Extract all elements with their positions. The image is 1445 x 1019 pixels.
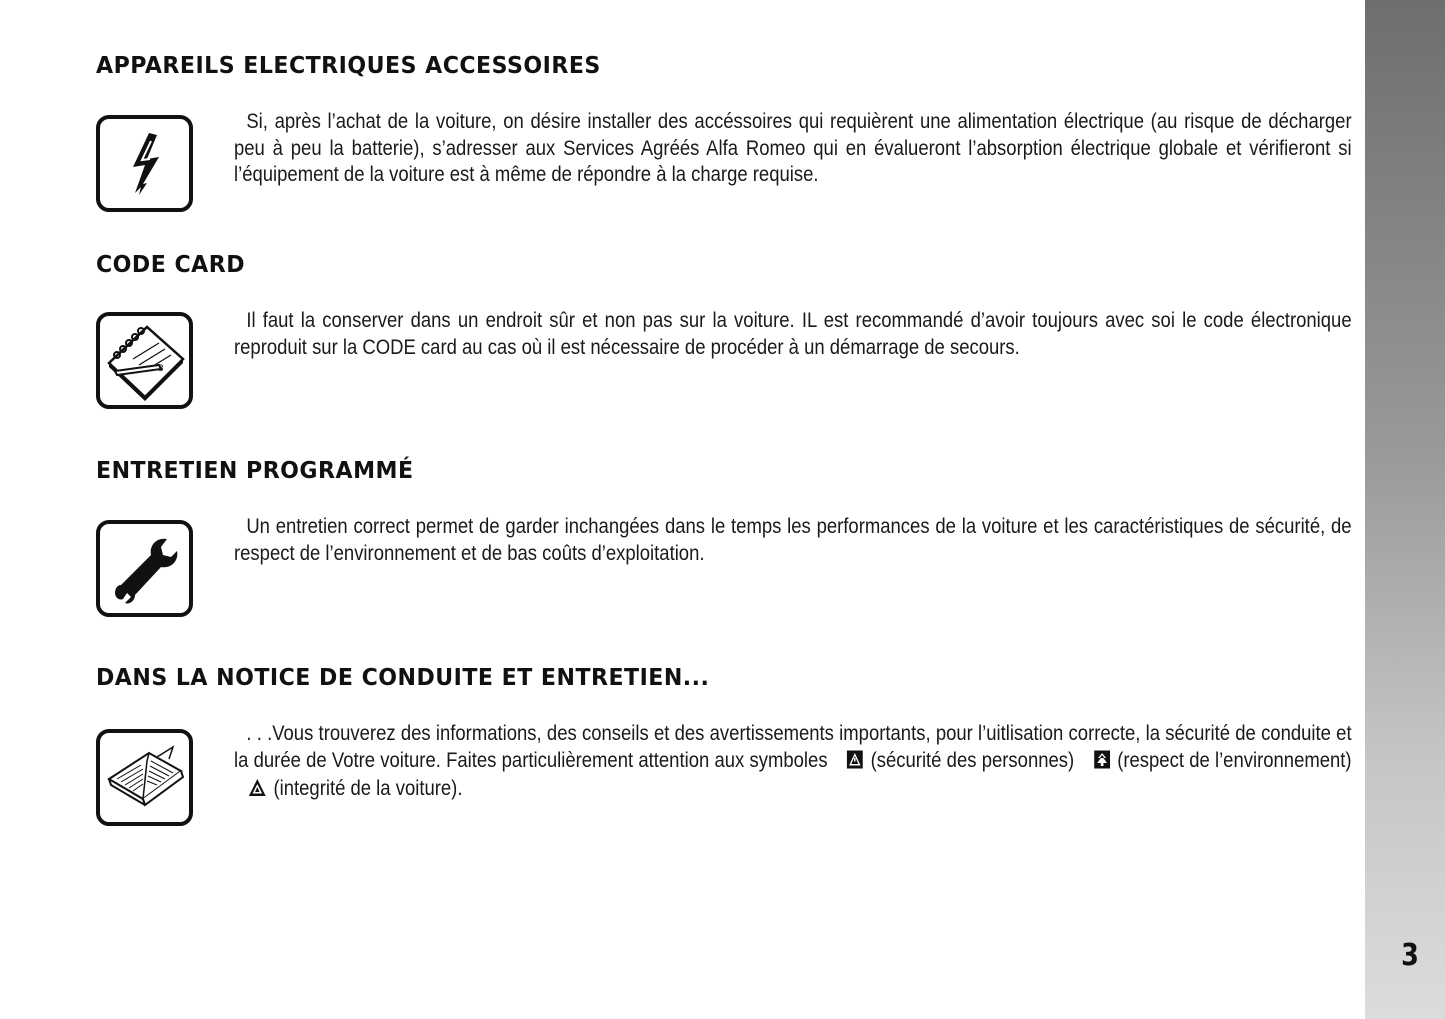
text-part: (respect de l’environnement) bbox=[1117, 748, 1352, 772]
wrench-icon bbox=[96, 520, 193, 617]
notebook-icon bbox=[96, 312, 193, 409]
section-manual-notice bbox=[96, 665, 1352, 805]
side-gradient-band bbox=[1365, 0, 1445, 1019]
section-text: Il faut la conserver dans un endroit sûr et non pas sur la voiture. IL est recommandé d’avoir toujours avec soi le code électronique reproduit sur la CODE card au cas où il est nécessaire de procéder à un démarrage de secours. bbox=[234, 309, 1352, 359]
section-body bbox=[96, 514, 1352, 567]
section-title: APPAREILS ELECTRIQUES ACCESSOIRES bbox=[96, 53, 601, 79]
section-text: Un entretien correct permet de garder inchangées dans le temps les performances de la voiture et les caractéristiques de sécurité, de respect de l’environnement et de bas coûts d’exploitation. bbox=[234, 515, 1352, 565]
section-electrical-accessories bbox=[96, 53, 1352, 189]
svg-text:3: 3 bbox=[157, 363, 164, 374]
section-text bbox=[234, 721, 1352, 805]
text-part: (integrité de la voiture). bbox=[273, 777, 463, 800]
page-number: 3 bbox=[1401, 938, 1419, 973]
open-book-icon bbox=[96, 729, 193, 826]
section-scheduled-maintenance bbox=[96, 458, 1352, 567]
section-title: DANS LA NOTICE DE CONDUITE ET ENTRETIEN... bbox=[96, 665, 710, 691]
section-body bbox=[96, 109, 1352, 189]
section-body bbox=[96, 308, 1352, 374]
section-body bbox=[96, 721, 1352, 805]
lightning-icon bbox=[96, 115, 193, 212]
warning-person-safety-icon bbox=[835, 750, 864, 777]
section-text: Si, après l’achat de la voiture, on désire installer des accéssoires qui requièrent une alimentation électrique (au risque de décharger peu à peu la batterie), s’adresser aux Services Agréés Alfa Romeo qui en évalueront l’absorption électrique globale et vérifieront si l’équipement de la voiture est à même de répondre à la charge requise. bbox=[234, 110, 1352, 186]
text-part: (sécurité des personnes) bbox=[870, 748, 1075, 772]
text-part: . . .Vous trouverez des informations, des conseils et des avertissements importants, pour l’uitlisation correcte, la sécurité de conduite et la durée de Votre voiture. Faites particulièrement attention aux symboles bbox=[234, 722, 1352, 772]
section-code-card bbox=[96, 252, 1352, 374]
environment-symbol-icon bbox=[1081, 750, 1110, 777]
section-title: CODE CARD bbox=[96, 252, 246, 278]
warning-vehicle-integrity-icon bbox=[236, 778, 267, 805]
section-title: ENTRETIEN PROGRAMMÉ bbox=[96, 458, 414, 484]
